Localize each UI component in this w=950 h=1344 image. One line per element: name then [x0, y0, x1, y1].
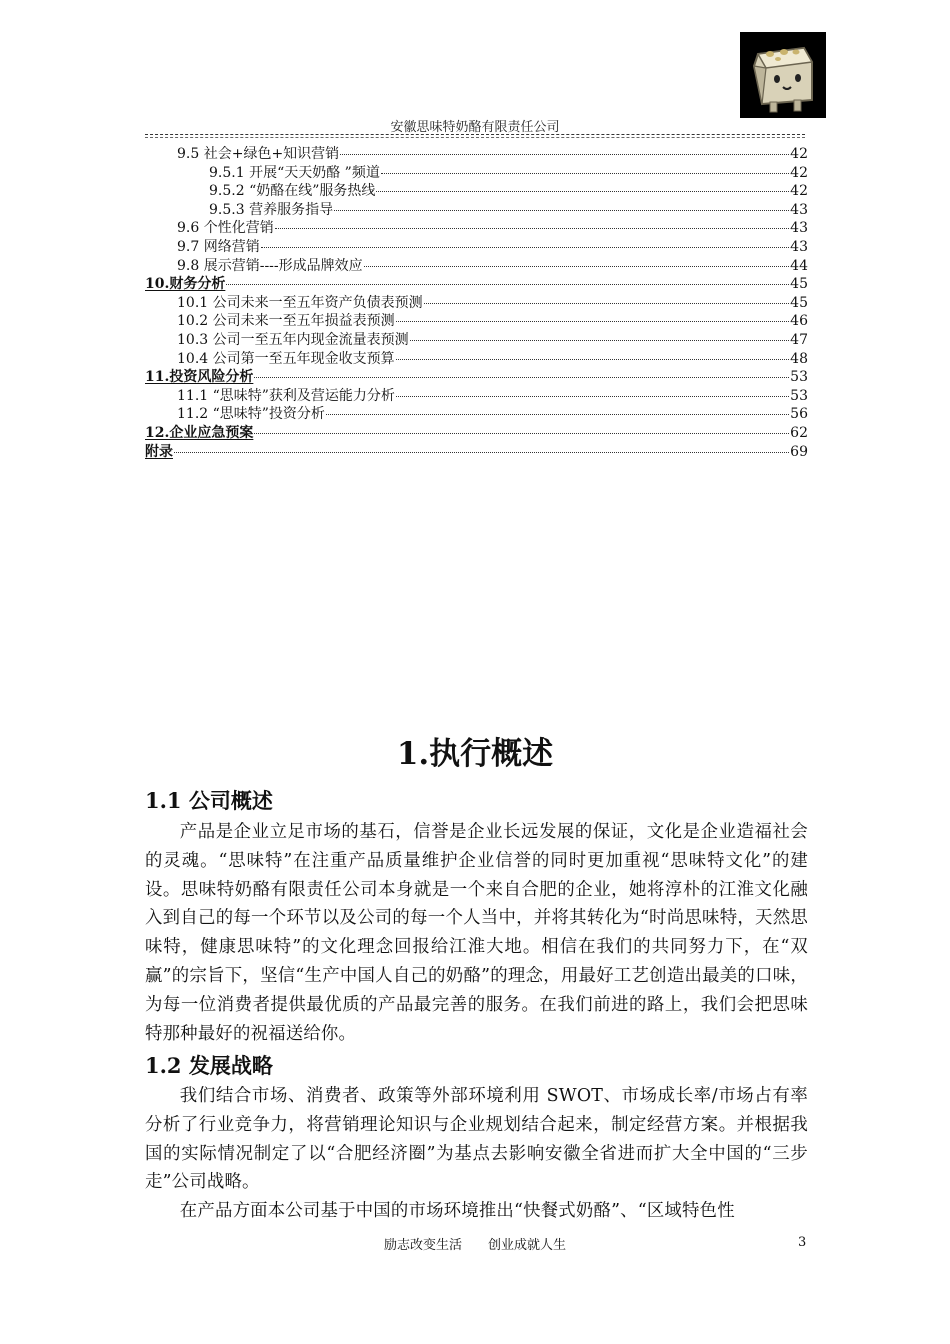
toc-dot-leader [424, 291, 790, 304]
table-of-contents [145, 145, 808, 461]
toc-entry-page: 45 [790, 276, 808, 293]
footer-motto-right: 创业成就人生 [488, 1238, 567, 1253]
development-strategy-paragraph: 我们结合市场、消费者、政策等外部环境利用 SWOT、市场成长率/市场占有率分析了行业竞争力，将营销理论知识与企业规划结合起来，制定经营方案。并根据我国的实际情况制定了以“合肥经济圈”为基点去影响安徽全省进而扩大全中国的“三步走”公司战略。 [145, 1086, 808, 1193]
toc-entry-title: 9.8 展示营销----形成品牌效应 [177, 257, 363, 274]
toc-dot-leader [226, 272, 789, 285]
footer-motto-left: 励志改变生活 [383, 1238, 462, 1253]
toc-entry-title: 11.2 “思味特”投资分析 [177, 406, 325, 423]
toc-entry-title: 10.4 公司第一至五年现金收支预算 [177, 350, 395, 367]
toc-dot-leader [364, 254, 790, 267]
toc-entry-title: 9.7 网络营销 [177, 238, 260, 255]
toc-entry-title: 11.1 “思味特”获利及营运能力分析 [177, 387, 395, 404]
product-strategy-paragraph: 在产品方面本公司基于中国的市场环境推出“快餐式奶酪”、“区域特色性 [179, 1201, 735, 1221]
footer-motto [0, 1234, 950, 1253]
chapter-title: 1.执行概述 [396, 736, 554, 772]
toc-entry-title: 9.5 社会+绿色+知识营销 [177, 146, 340, 162]
header-divider-secondary [145, 137, 805, 138]
toc-entry-title: 12.企业应急预案 [145, 424, 254, 441]
toc-dot-leader [275, 216, 789, 229]
toc-dot-leader [340, 142, 789, 155]
toc-entry-title: 10.1 公司未来一至五年资产负债表预测 [177, 294, 423, 311]
toc-entry-page: 46 [790, 313, 808, 330]
header-divider [145, 134, 805, 135]
toc-dot-leader [326, 402, 789, 415]
toc-dot-leader [254, 421, 789, 434]
toc-entry-page: 47 [790, 331, 808, 348]
toc-dot-leader [381, 161, 789, 174]
footer-page-number: 3 [798, 1235, 807, 1250]
toc-dot-leader [254, 365, 789, 378]
toc-dot-leader [334, 198, 789, 211]
toc-dot-leader [396, 384, 789, 397]
header-company-name: 安徽思味特奶酪有限责任公司 [390, 120, 560, 135]
company-overview-paragraph: 产品是企业立足市场的基石，信誉是企业长远发展的保证，文化是企业造福社会的灵魂。“思味特”在注重产品质量维护企业信誉的同时更加重视“思味特文化”的建设。思味特奶酪有限责任公司本身就是一个来自合肥的企业，她将淳朴的江淮文化融入到自己的每一个环节以及公司的每一个人当中，并将其转化为“时尚思味特，天然思味特，健康思味特”的文化理念回报给江淮大地。相信在我们的共同努力下，在“双赢”的宗旨下，坚信“生产中国人自己的奶酪”的理念，用最好工艺创造出最美的口味，为每一位消费者提供最优质的产品最完善的服务。在我们前进的路上，我们会把思味特那种最好的祝福送给你。 [145, 822, 808, 1044]
toc-entry-title: 10.2 公司未来一至五年损益表预测 [177, 313, 395, 330]
toc-entry-title: 9.5.2 “奶酪在线”服务热线 [209, 183, 376, 200]
toc-entry-page: 43 [790, 220, 808, 237]
section-heading-development-strategy: 1.2 发展战略 [145, 1053, 273, 1078]
toc-entry[interactable] [145, 443, 808, 462]
toc-dot-leader [396, 347, 790, 360]
toc-entry-page: 53 [790, 369, 808, 386]
toc-entry-page: 44 [790, 257, 808, 274]
toc-entry-title: 9.5.3 营养服务指导 [209, 201, 334, 218]
toc-entry-page: 42 [790, 183, 808, 200]
toc-entry-page: 69 [790, 443, 808, 460]
toc-entry-page: 56 [790, 406, 808, 423]
toc-entry-page: 53 [790, 387, 808, 404]
company-logo [740, 32, 826, 118]
toc-dot-leader [410, 328, 790, 341]
toc-entry-page: 62 [790, 424, 808, 441]
cheese-mascot-icon [740, 32, 826, 118]
toc-entry-page: 43 [790, 201, 808, 218]
toc-dot-leader [396, 309, 790, 322]
toc-entry-title: 10.3 公司一至五年内现金流量表预测 [177, 331, 409, 348]
toc-entry-title: 9.6 个性化营销 [177, 220, 274, 237]
toc-entry-page: 42 [790, 146, 808, 162]
toc-dot-leader [376, 179, 789, 192]
toc-entry-page: 42 [790, 164, 808, 181]
toc-entry-page: 48 [790, 350, 808, 367]
toc-entry-title: 9.5.1 开展“天天奶酪 ”频道 [209, 164, 380, 181]
toc-entry-title: 10.财务分析 [145, 276, 226, 293]
toc-entry-page: 43 [790, 238, 808, 255]
toc-dot-leader [261, 235, 789, 248]
section-heading-company-overview: 1.1 公司概述 [145, 788, 273, 813]
toc-entry-title: 11.投资风险分析 [145, 369, 254, 386]
toc-entry-page: 45 [790, 294, 808, 311]
toc-dot-leader [174, 440, 789, 453]
toc-entry-title: 附录 [145, 443, 173, 460]
